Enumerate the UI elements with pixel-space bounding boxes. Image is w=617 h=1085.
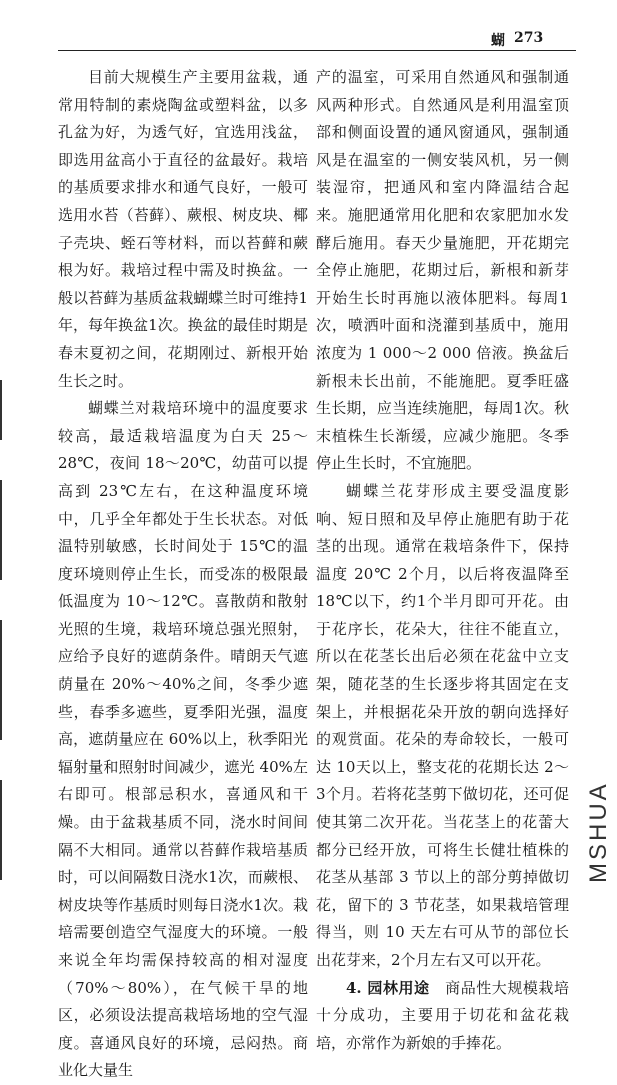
running-header	[0, 30, 617, 50]
scan-edge-marks	[0, 380, 6, 880]
page-number: 273	[514, 30, 544, 46]
paragraph-ventilation: 产的温室，可采用自然通风和强制通风两种形式。自然通风是利用温室顶部和侧面设置的通风窗通风，强制通风是在温室的一侧安装风机，另一侧装湿帘，把通风和室内降温结合起来。施肥通常用化肥和农家肥加水发酵后施用。春天少量施肥，开花期完全停止施肥，花期过后，新根和新芽开始生长时再施以液体肥料。每周1次，喷洒叶面和浇灌到基质中，施用浓度为 1 000～2 000 倍液。换盆后新根未长出前，不能施肥。夏季旺盛生长期，应当连续施肥，每周1次。秋末植株生长渐缓，应减少施肥。冬季停止生长时，不宜施肥。	[316, 68, 569, 473]
landscape-use-text: 商品性大规模栽培十分成功，主要用于切花和盆花栽培，亦常作为新娘的手捧花。	[316, 978, 569, 1052]
right-column	[316, 64, 569, 1057]
scan-edge-gap	[0, 740, 5, 780]
header-rule	[58, 50, 576, 51]
paragraph-flowering: 蝴蝶兰花芽形成主要受温度影响、短日照和及早停止施肥有助于花茎的出现。通常在栽培条件下，保持温度 20℃ 2个月，以后将夜温降至 18℃以下，约1个半月即可开花。由于花序长，花朵大，往往不能直立，所以在花茎长出后必须在花盆中立支架，随花茎的生长逐步将其固定在支架上，并根据花朵开放的朝向选择好的观赏面。花朵的寿命较长，一般可达 10天以上，整支花的花期长达 2～3个月。若将花茎剪下做切花，还可促使其第二次开花。当花茎上的花蕾大都分已经开放，可将生长健壮植株的花茎从基部 3 节以上的部分剪掉做切花，留下的 3 节花茎，如果栽培管理得当，则 10 天左右可从节的部位长出花芽来，2个月左右又可以开花。	[316, 481, 569, 969]
paragraph-potting: 目前大规模生产主要用盆栽，通常用特制的素烧陶盆或塑料盆，以多孔盆为好，为透气好，宜选用浅盆，即选用盆高小于直径的盆最好。栽培的基质要求排水和通气良好，一般可选用水苔（苔藓）、蕨根、树皮块、椰子壳块、蛭石等材料，而以苔藓和蕨根为好。栽培过程中需及时换盆。一般以苔藓为基质盆栽蝴蝶兰时可维持1年，每年换盆1次。换盆的最佳时期是春末夏初之间，花期刚过、新根开始生长之时。	[58, 68, 308, 390]
scan-edge-gap	[0, 440, 5, 480]
section-heading-landscape-use: 4. 园林用途	[346, 978, 430, 997]
running-head-title: 蝴	[491, 33, 506, 49]
left-column	[58, 64, 308, 1085]
scan-edge-gap	[0, 580, 5, 620]
paragraph-landscape-use	[316, 975, 569, 1058]
watermark: MSHUA	[585, 781, 612, 883]
paragraph-temperature: 蝴蝶兰对栽培环境中的温度要求较高，最适栽培温度为白天 25～28℃，夜间 18～20℃，幼苗可以提高到 23℃左右，在这种温度环境中，几乎全年都处于生长状态。对低温特别敏感，长时间处于 15℃的温度环境则停止生长，而受冻的极限最低温度为 10～12℃。喜散荫和散射光照的生境，栽培环境总强光照射，应给予良好的遮荫条件。晴朗天气遮荫量在 20%～40%之间，冬季少遮些，春季多遮些，夏季阳光强，温度高，遮荫量应在 60%以上，秋季阳光辐射量和照射时间减少，遮光 40%左右即可。根部忌积水，喜通风和干燥。由于盆栽基质不同，浇水时间间隔不大相同。通常以苔藓作栽培基质时，可以间隔数日浇水1次，而蕨根、树皮块等作基质时则每日浇水1次。栽培需要创造空气湿度大的环境。一般来说全年均需保持较高的相对湿度（70%～80%），在气候干旱的地区，必须设法提高栽培场地的空气湿度。喜通风良好的环境，忌闷热。商业化大量生	[58, 399, 308, 1080]
